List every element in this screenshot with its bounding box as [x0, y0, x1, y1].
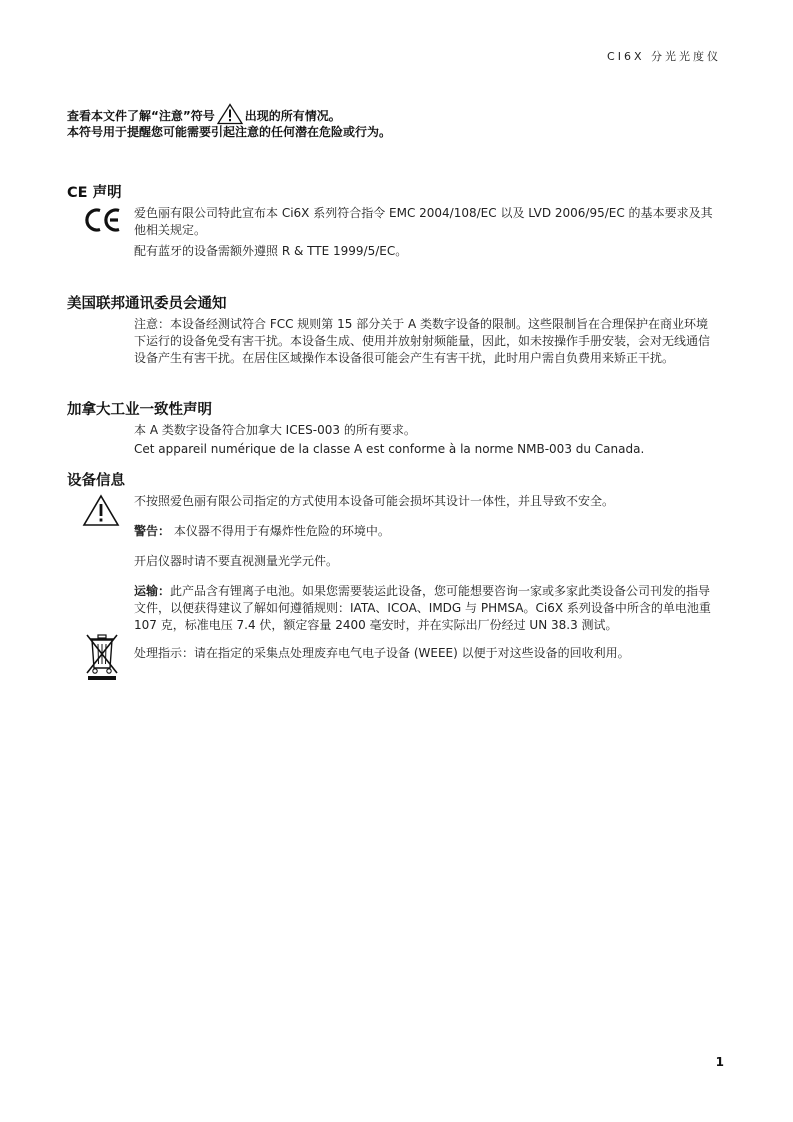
fcc-paragraph: 注意：本设备经测试符合 FCC 规则第 15 部分关于 A 类数字设备的限制。这些限制旨在合理保护在商业环境下运行的设备免受有害干扰。本设备生成、使用并放射射频能量，因此，如未按操作手册安装，会对无线通信设备产生有害干扰。在居住区域操作本设备很可能会产生有害干扰，此时用户需自负费用来矫正干扰。	[134, 317, 711, 365]
canada-paragraph-2: Cet appareil numérique de la classe A est conforme à la norme NMB-003 du Canada.	[134, 442, 645, 456]
canada-heading: 加拿大工业一致性声明	[67, 402, 212, 418]
warning-label: 警告：	[134, 524, 171, 538]
weee-bin-icon	[84, 632, 120, 686]
ce-paragraph-1: 爱色丽有限公司特此宣布本 Ci6X 系列符合指令 EMC 2004/108/EC 以及 LVD 2006/95/EC 的基本要求及其他相关规定。	[134, 206, 713, 237]
ce-heading: CE 声明	[67, 185, 122, 201]
warning-text: 本仪器不得用于有爆炸性危险的环境中。	[173, 524, 390, 538]
ce-paragraph-2: 配有蓝牙的设备需额外遵照 R & TTE 1999/5/EC。	[134, 244, 408, 258]
ce-mark-icon	[83, 207, 123, 237]
caution-triangle-icon	[82, 494, 120, 531]
equipment-heading: 设备信息	[67, 473, 125, 489]
intro-line-1-after: 出现的所有情况。	[244, 109, 341, 123]
page-number: 1	[715, 1055, 724, 1069]
equipment-warning	[134, 523, 720, 540]
transport-label: 运输：	[134, 584, 171, 598]
equipment-paragraph-3: 开启仪器时请不要直视测量光学元件。	[134, 554, 339, 568]
disposal-paragraph: 处理指示：请在指定的采集点处理废弃电气电子设备 (WEEE) 以便于对这些设备的回收利用。	[134, 646, 630, 660]
canada-paragraph-1: 本 A 类数字设备符合加拿大 ICES-003 的所有要求。	[134, 423, 416, 437]
intro-line-1-before: 查看本文件了解“注意”符号	[67, 109, 215, 123]
intro-line-2: 本符号用于提醒您可能需要引起注意的任何潜在危险或行为。	[67, 125, 392, 139]
transport-text: 此产品含有锂离子电池。如果您需要装运此设备，您可能想要咨询一家或多家此类设备公司刊发的指导文件，以便获得建议了解如何遵循规则：IATA、ICOA、IMDG 与 PHMSA。Ci6X 系列设备中所含的单电池重 107 克，标准电压 7.4 伏，额定容量 2400 毫安时，并在实际出厂份经过 UN 38.3 测试。	[134, 584, 711, 632]
equipment-paragraph-1: 不按照爱色丽有限公司指定的方式使用本设备可能会损坏其设计一体性，并且导致不安全。	[134, 494, 615, 508]
equipment-transport	[134, 583, 720, 634]
header-title: CI6X 分光光度仪	[607, 50, 721, 63]
fcc-heading: 美国联邦通讯委员会通知	[67, 296, 227, 312]
